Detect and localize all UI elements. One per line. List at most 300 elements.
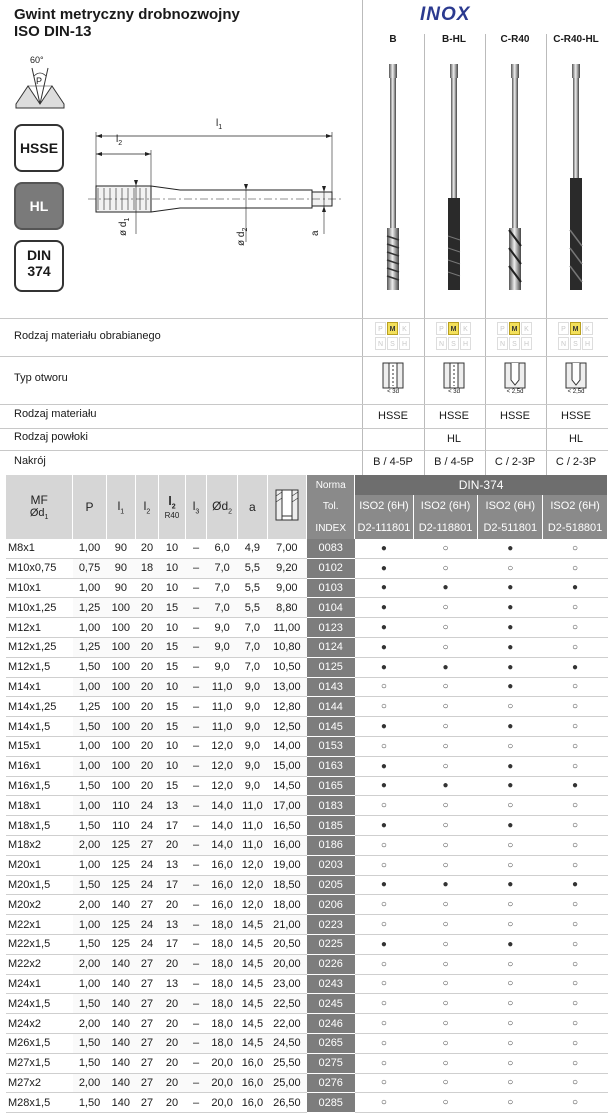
cell-mf: M22x1,5 xyxy=(8,938,51,951)
cell-mf: M18x1,5 xyxy=(8,819,51,832)
cell-idx: 0285 xyxy=(307,1093,355,1113)
table-row xyxy=(6,816,608,836)
grid-m: M xyxy=(387,322,398,335)
cell-l1: 140 xyxy=(106,994,135,1014)
grid-s: S xyxy=(448,337,459,350)
index-label: INDEX xyxy=(307,517,355,539)
series-name: INOX xyxy=(420,4,471,25)
cell-a: 5,5 xyxy=(238,598,267,618)
material-grid-c-r40-hl xyxy=(558,322,594,352)
cell-l3: – xyxy=(192,938,200,951)
table-row xyxy=(6,1014,608,1034)
availability-cell: ○ xyxy=(507,562,514,574)
cell-p: 1,50 xyxy=(78,1096,101,1109)
coating-badge: HL xyxy=(14,182,64,230)
cell-a: 12,0 xyxy=(241,859,264,872)
norm-badge xyxy=(14,240,64,292)
cell-l1: 100 xyxy=(111,740,131,753)
cell-l2r: 15 xyxy=(158,717,185,737)
grid-p: P xyxy=(558,322,569,335)
cell-mf: M22x2 xyxy=(8,958,42,971)
cell-mf: M15x1 xyxy=(8,740,42,753)
row-divider xyxy=(0,450,608,451)
cell-l3: – xyxy=(192,898,200,911)
availability-cell: ○ xyxy=(507,919,514,931)
cell-d2: 18,0 xyxy=(206,954,237,974)
col-l2-r40-header xyxy=(158,475,185,539)
grid-m: M xyxy=(570,322,581,335)
cell-a: 14,5 xyxy=(238,915,267,935)
availability-cell: ● xyxy=(507,681,514,693)
cell-l3: – xyxy=(186,915,207,935)
availability-cell: ○ xyxy=(442,800,449,812)
cell-l2r: 10 xyxy=(165,740,179,753)
l2-label: l xyxy=(143,498,147,513)
page-title-line2: ISO DIN-13 xyxy=(14,23,92,40)
availability-cell: ○ xyxy=(572,859,579,871)
cell-mf: M8x1 xyxy=(8,542,35,555)
cell-p: 1,50 xyxy=(78,661,101,674)
availability-cell: ○ xyxy=(442,1097,449,1109)
table-row xyxy=(6,539,608,558)
cell-d2: 20,0 xyxy=(211,1096,233,1109)
cell-p: 2,00 xyxy=(78,1017,101,1030)
cell-l1: 110 xyxy=(106,796,135,816)
cell-l2r: 17 xyxy=(165,819,179,832)
cell-idx: 0245 xyxy=(307,994,355,1014)
mf-label: MF xyxy=(30,492,48,507)
table-row xyxy=(6,677,608,697)
table-row xyxy=(6,934,608,954)
cell-l3: – xyxy=(192,700,200,713)
table-row xyxy=(6,1073,608,1093)
cell-l2r: 17 xyxy=(158,875,185,895)
cell-l3: – xyxy=(186,756,207,776)
col-p-header: P xyxy=(73,475,106,539)
material-grid-c-r40 xyxy=(497,322,533,352)
material-value-c-r40: HSSE xyxy=(500,410,530,422)
availability-cell: ○ xyxy=(380,1037,387,1049)
cell-d2: 11,0 xyxy=(206,717,237,737)
availability-cell: ○ xyxy=(380,1097,387,1109)
table-row xyxy=(6,994,608,1014)
d1-sub: 1 xyxy=(44,514,49,522)
chamfer-label: Nakrój xyxy=(14,455,46,467)
cell-l1: 125 xyxy=(111,859,131,872)
cell-p: 1,00 xyxy=(73,756,106,776)
cell-idx: 0124 xyxy=(307,637,355,657)
row-divider xyxy=(0,404,608,405)
cell-idx: 0226 xyxy=(307,954,355,974)
availability-cell: ○ xyxy=(442,1077,449,1089)
cell-p: 1,25 xyxy=(73,598,106,618)
cell-mf: M27x1,5 xyxy=(8,1057,51,1070)
grid-k: K xyxy=(399,322,410,335)
l3-label: l xyxy=(192,498,196,513)
cell-l3: – xyxy=(192,661,200,674)
grid-m: M xyxy=(509,322,520,335)
cell-l3: – xyxy=(192,1096,200,1109)
cell-a: 9,0 xyxy=(244,779,261,792)
grid-n: N xyxy=(558,337,569,350)
cell-l1: 140 xyxy=(111,1017,131,1030)
divider xyxy=(546,34,547,475)
cell-dr: 17,00 xyxy=(267,796,307,816)
availability-cell: ○ xyxy=(507,998,514,1010)
cell-p: 1,50 xyxy=(73,994,106,1014)
availability-cell: ● xyxy=(380,602,387,614)
availability-cell: ○ xyxy=(507,1057,514,1069)
table-row xyxy=(6,974,608,994)
cell-idx: 0125 xyxy=(307,657,355,677)
availability-cell: ● xyxy=(380,542,387,554)
availability-cell: ○ xyxy=(380,1057,387,1069)
l1-sub: 1 xyxy=(218,124,223,131)
cell-p: 1,00 xyxy=(73,915,106,935)
index-c-r40: D2-511801 xyxy=(478,517,543,539)
cell-mf: M10x0,75 xyxy=(8,562,57,575)
cell-mf: M12x1,25 xyxy=(8,641,57,654)
cell-p: 1,00 xyxy=(78,859,101,872)
cell-dr: 12,80 xyxy=(273,700,301,713)
availability-cell: ○ xyxy=(572,820,579,832)
availability-cell: ○ xyxy=(442,721,449,733)
material-value-b: HSSE xyxy=(378,410,408,422)
cell-p: 1,00 xyxy=(73,677,106,697)
cell-l1: 100 xyxy=(111,700,131,713)
cell-l1: 90 xyxy=(106,558,135,578)
row-divider xyxy=(0,428,608,429)
cell-l3: – xyxy=(192,819,200,832)
cell-mf: M14x1,25 xyxy=(8,700,57,713)
cell-l2r: 17 xyxy=(165,938,179,951)
row-divider xyxy=(0,318,608,319)
tap-b-image xyxy=(385,64,401,292)
cell-idx: 0276 xyxy=(307,1073,355,1093)
cell-l2: 27 xyxy=(135,954,158,974)
availability-cell: ○ xyxy=(572,760,579,772)
divider xyxy=(485,34,486,475)
cell-l1: 90 xyxy=(114,542,127,555)
cell-l1: 140 xyxy=(111,1057,131,1070)
cell-idx: 0223 xyxy=(307,915,355,935)
cell-dr: 9,20 xyxy=(267,558,307,578)
availability-cell: ● xyxy=(380,641,387,653)
table-row xyxy=(6,1033,608,1053)
availability-cell: ● xyxy=(507,760,514,772)
table-row xyxy=(6,954,608,974)
chamfer-value-c-r40-hl: C / 2-3P xyxy=(555,456,597,468)
cell-dr: 20,50 xyxy=(273,938,301,951)
availability-cell: ○ xyxy=(442,958,449,970)
cell-a: 14,5 xyxy=(241,1017,264,1030)
cell-l3: – xyxy=(186,717,207,737)
cell-dr: 15,00 xyxy=(267,756,307,776)
cell-mf: M14x1 xyxy=(8,680,42,693)
availability-cell: ● xyxy=(507,602,514,614)
availability-cell: ○ xyxy=(572,701,579,713)
availability-cell: ● xyxy=(380,760,387,772)
cell-dr: 24,50 xyxy=(267,1033,307,1053)
cell-dr: 22,50 xyxy=(267,994,307,1014)
cell-p: 1,00 xyxy=(78,740,101,753)
hole-type-label: Typ otworu xyxy=(14,372,68,384)
cell-idx: 0163 xyxy=(307,756,355,776)
availability-cell: ○ xyxy=(507,1018,514,1030)
table-row xyxy=(6,855,608,875)
table-row xyxy=(6,657,608,677)
cell-a: 11,0 xyxy=(242,819,263,832)
cell-d2: 12,0 xyxy=(211,779,233,792)
cell-l2: 27 xyxy=(135,1033,158,1053)
cell-dr: 22,00 xyxy=(273,1017,301,1030)
table-row xyxy=(6,618,608,638)
availability-cell: ○ xyxy=(442,1037,449,1049)
cell-l2: 20 xyxy=(140,542,154,555)
grid-p: P xyxy=(436,322,447,335)
index-b-hl: D2-118801 xyxy=(413,517,478,539)
availability-cell: ● xyxy=(572,661,579,673)
cell-l2: 27 xyxy=(140,1017,154,1030)
d2-dimension-label xyxy=(236,228,249,246)
cell-l1: 140 xyxy=(111,977,131,990)
availability-cell: ○ xyxy=(507,958,514,970)
tool-material-label: Rodzaj materiału xyxy=(14,408,97,420)
material-grid-b-hl xyxy=(436,322,472,352)
availability-cell: ○ xyxy=(507,800,514,812)
cell-l2: 27 xyxy=(135,835,158,855)
cell-dr: 23,00 xyxy=(273,977,301,990)
table-row xyxy=(6,736,608,756)
cell-d2: 7,0 xyxy=(206,598,237,618)
availability-cell: ○ xyxy=(442,820,449,832)
cell-idx: 0246 xyxy=(307,1014,355,1034)
through-hole-icon xyxy=(443,362,465,395)
cell-l3: – xyxy=(192,1057,200,1070)
availability-cell: ○ xyxy=(442,938,449,950)
grid-s: S xyxy=(387,337,398,350)
cell-a: 16,0 xyxy=(241,1096,264,1109)
cell-p: 2,00 xyxy=(73,835,106,855)
l2r-label: l xyxy=(168,494,172,509)
cell-d2: 14,0 xyxy=(211,819,233,832)
cell-idx: 0145 xyxy=(307,717,355,737)
cell-mf: M24x1,5 xyxy=(8,997,51,1010)
r40-note: R40 xyxy=(164,510,180,520)
cell-dr: 14,00 xyxy=(273,740,301,753)
availability-cell: ● xyxy=(507,542,514,554)
cell-idx: 0205 xyxy=(307,875,355,895)
cell-l2: 20 xyxy=(135,637,158,657)
cell-l2: 24 xyxy=(140,938,154,951)
cell-l2r: 10 xyxy=(158,558,185,578)
availability-cell: ○ xyxy=(442,701,449,713)
cell-l2: 27 xyxy=(140,977,154,990)
table-row xyxy=(6,578,608,598)
cell-a: 16,0 xyxy=(241,1057,264,1070)
cell-d2: 9,0 xyxy=(214,661,230,674)
availability-cell: ○ xyxy=(507,899,514,911)
tool-header-b-hl: B-HL xyxy=(442,34,466,45)
cell-l2r: 10 xyxy=(158,677,185,697)
l1-label: l xyxy=(117,498,121,513)
cell-a: 14,5 xyxy=(238,994,267,1014)
chamfer-value-b-hl: B / 4-5P xyxy=(434,456,474,468)
availability-cell: ● xyxy=(507,661,514,673)
cell-d2: 12,0 xyxy=(211,740,233,753)
availability-cell: ○ xyxy=(572,1037,579,1049)
l2-text: l xyxy=(116,134,119,145)
availability-cell: ○ xyxy=(380,998,387,1010)
cell-idx: 0243 xyxy=(307,974,355,994)
cell-a: 9,0 xyxy=(244,700,261,713)
cell-l1: 100 xyxy=(106,717,135,737)
availability-cell: ● xyxy=(507,879,514,891)
page-title-line1: Gwint metryczny drobnozwojny xyxy=(14,6,240,23)
availability-cell: ● xyxy=(507,780,514,792)
table-row xyxy=(6,1053,608,1073)
cell-l3: – xyxy=(186,796,207,816)
hole-depth-label: < 2,5d xyxy=(506,389,524,395)
blind-hole-icon xyxy=(504,362,526,395)
d2-sub: 2 xyxy=(228,508,233,516)
cell-mf: M20x1,5 xyxy=(8,878,51,891)
availability-cell: ○ xyxy=(442,859,449,871)
l1-sub: 1 xyxy=(120,508,125,516)
table-row xyxy=(6,558,608,578)
tap-c-r40-image xyxy=(507,64,523,292)
cell-l2: 24 xyxy=(140,819,154,832)
table-row xyxy=(6,756,608,776)
cell-l1: 125 xyxy=(106,915,135,935)
cell-mf: M12x1,5 xyxy=(8,661,51,674)
cell-p: 1,50 xyxy=(78,1057,101,1070)
col-mf-header xyxy=(6,475,73,539)
cell-p: 1,50 xyxy=(73,1033,106,1053)
availability-cell: ○ xyxy=(572,800,579,812)
cell-dr: 19,00 xyxy=(273,859,301,872)
cell-l1: 100 xyxy=(111,621,131,634)
cell-dr: 10,80 xyxy=(267,637,307,657)
cell-a: 11,0 xyxy=(238,796,267,816)
availability-cell: ● xyxy=(507,820,514,832)
l2r-sub: 2 xyxy=(171,503,176,511)
availability-cell: ● xyxy=(572,582,579,594)
table-row xyxy=(6,717,608,737)
cell-dr: 25,00 xyxy=(267,1073,307,1093)
availability-cell: ○ xyxy=(442,839,449,851)
tap-c-r40-hl-image xyxy=(568,64,584,292)
cell-a: 12,0 xyxy=(241,898,264,911)
cell-d2: 14,0 xyxy=(206,835,237,855)
cell-l1: 140 xyxy=(106,954,135,974)
availability-cell: ● xyxy=(507,641,514,653)
grid-h: H xyxy=(460,337,471,350)
cell-l2: 20 xyxy=(140,581,154,594)
availability-cell: ○ xyxy=(442,760,449,772)
cell-l2r: 13 xyxy=(165,859,179,872)
grid-h: H xyxy=(399,337,410,350)
cell-a: 7,0 xyxy=(244,621,261,634)
availability-cell: ● xyxy=(380,820,387,832)
norma-value: DIN-374 xyxy=(355,475,608,495)
divider xyxy=(424,34,425,475)
cell-idx: 0275 xyxy=(307,1053,355,1073)
availability-cell: ○ xyxy=(380,839,387,851)
cell-l1: 90 xyxy=(114,581,127,594)
tool-header-c-r40-hl: C-R40-HL xyxy=(553,34,599,45)
availability-cell: ○ xyxy=(507,701,514,713)
cell-l2: 20 xyxy=(140,700,154,713)
cell-mf: M20x1 xyxy=(8,859,42,872)
cell-idx: 0185 xyxy=(307,816,355,836)
availability-cell: ○ xyxy=(380,958,387,970)
cell-l1: 100 xyxy=(106,598,135,618)
cell-l2: 24 xyxy=(135,915,158,935)
cell-d2: 7,0 xyxy=(206,558,237,578)
cell-l2r: 10 xyxy=(165,621,179,634)
cell-mf: M24x2 xyxy=(8,1017,42,1030)
cell-l2r: 13 xyxy=(165,977,179,990)
cell-mf: M18x2 xyxy=(8,839,42,852)
material-value-b-hl: HSSE xyxy=(439,410,469,422)
cell-p: 2,00 xyxy=(78,898,101,911)
availability-cell: ○ xyxy=(507,740,514,752)
cell-l2: 20 xyxy=(140,740,154,753)
cell-a: 7,0 xyxy=(238,637,267,657)
cell-l2: 20 xyxy=(135,598,158,618)
cell-l2: 27 xyxy=(135,1073,158,1093)
availability-cell: ○ xyxy=(442,622,449,634)
cell-mf: M27x2 xyxy=(8,1076,42,1089)
availability-cell: ○ xyxy=(572,622,579,634)
cell-l1: 140 xyxy=(106,1033,135,1053)
cell-l2: 27 xyxy=(135,994,158,1014)
availability-cell: ○ xyxy=(572,839,579,851)
cell-l2r: 15 xyxy=(165,779,179,792)
chamfer-value-b: B / 4-5P xyxy=(373,456,413,468)
cell-mf: M10x1,25 xyxy=(8,601,57,614)
cell-l1: 140 xyxy=(111,1096,131,1109)
cell-d2: 20,0 xyxy=(206,1073,237,1093)
tool-header-c-r40: C-R40 xyxy=(500,34,530,45)
cell-p: 1,25 xyxy=(78,700,101,713)
availability-cell: ○ xyxy=(572,602,579,614)
availability-cell: ○ xyxy=(572,899,579,911)
table-row xyxy=(6,637,608,657)
availability-cell: ○ xyxy=(507,859,514,871)
cell-d2: 16,0 xyxy=(211,859,233,872)
cell-idx: 0123 xyxy=(307,618,355,638)
d1-sub: 1 xyxy=(124,217,131,222)
cell-l3: – xyxy=(186,637,207,657)
cell-l1: 100 xyxy=(111,661,131,674)
cell-a: 9,0 xyxy=(244,740,261,753)
cell-l2r: 20 xyxy=(165,1096,179,1109)
availability-cell: ○ xyxy=(380,859,387,871)
cell-mf: M18x1 xyxy=(8,799,42,812)
cell-dr: 16,00 xyxy=(267,835,307,855)
cell-l2r: 20 xyxy=(158,1033,185,1053)
cell-l2: 27 xyxy=(140,898,154,911)
cell-idx: 0144 xyxy=(307,697,355,717)
cell-p: 1,00 xyxy=(78,621,101,634)
availability-cell: ○ xyxy=(572,1018,579,1030)
cell-l2: 24 xyxy=(135,875,158,895)
availability-cell: ○ xyxy=(442,740,449,752)
cell-idx: 0153 xyxy=(307,736,355,756)
cell-l2r: 20 xyxy=(165,1057,179,1070)
